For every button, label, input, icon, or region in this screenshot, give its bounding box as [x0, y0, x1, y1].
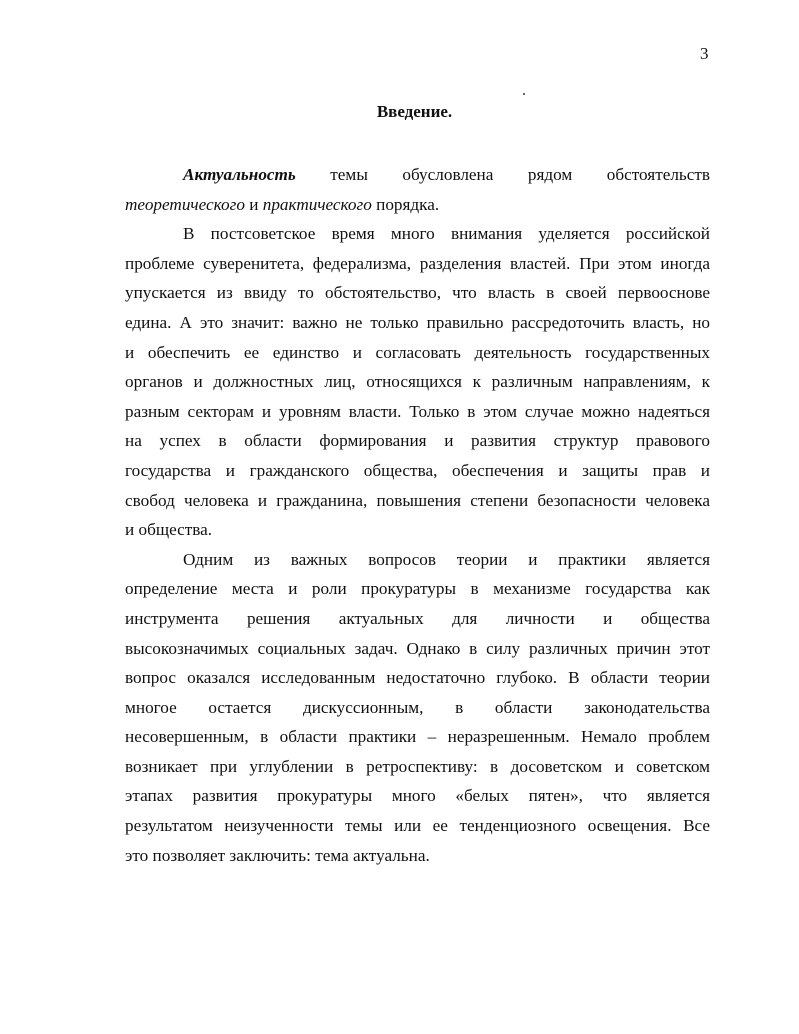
paragraph-3-line: это позволяет заключить: тема актуальна.: [125, 845, 430, 865]
page-number: 3: [700, 44, 709, 63]
paragraph-1-line: [125, 160, 710, 190]
paragraph-3-line: несовершенным, в области практики – неразрешенным. Немало проблем: [125, 727, 710, 747]
emphasis-text: теоретического: [125, 194, 245, 214]
paragraph-2-line: на успех в области формирования и развития структур правового: [125, 431, 710, 451]
paragraph-2-line: В постсоветское время много внимания уделяется российской: [183, 224, 710, 244]
document-body: [125, 160, 710, 870]
text: темы обусловлена рядом обстоятельств: [330, 165, 711, 184]
paragraph-3-line: инструмента решения актуальных для личности и общества: [125, 608, 710, 628]
paragraph-3-line: высокозначимых социальных задач. Однако в силу различных причин этот: [125, 638, 710, 658]
paragraph-3-line: вопрос оказался исследованным недостаточно глубоко. В области теории: [125, 668, 710, 688]
paragraph-2-line: проблеме суверенитета, федерализма, разделения властей. При этом иногда: [125, 253, 710, 273]
paragraph-3-line: этапах развития прокуратуры много «белых пятен», что является: [125, 786, 710, 806]
paragraph-2-line: государства и гражданского общества, обеспечения и защиты прав и: [125, 460, 710, 480]
text: порядка.: [371, 194, 440, 214]
emphasis-text: практического: [262, 194, 372, 214]
paragraph-2-line: разным секторам и уровням власти. Только в этом случае можно надеяться: [125, 401, 710, 421]
paragraph-3-line: многое остается дискуссионным, в области законодательства: [125, 697, 710, 717]
paragraph-2-line: едина. А это значит: важно не только правильно рассредоточить власть, но: [125, 312, 710, 332]
paragraph-3-line: Одним из важных вопросов теории и практики является: [183, 549, 710, 569]
paragraph-2-line: и общества.: [125, 520, 213, 540]
paragraph-2-line: органов и должностных лиц, относящихся к различным направлениям, к: [125, 372, 710, 392]
text: и: [244, 194, 263, 214]
paragraph-3-line: определение места и роли прокуратуры в механизме государства как: [125, 579, 710, 599]
paragraph-2-line: упускается из ввиду то обстоятельство, что власть в своей первооснове: [125, 283, 710, 303]
emphasis-text: Актуальность: [183, 165, 296, 184]
paragraph-2-line: и обеспечить ее единство и согласовать деятельность государственных: [125, 342, 710, 362]
paragraph-3-line: результатом неизученности темы или ее тенденциозного освещения. Все: [125, 816, 710, 836]
paragraph-2-line: свобод человека и гражданина, повышения степени безопасности человека: [125, 490, 710, 510]
paragraph-1-line: [125, 190, 710, 220]
paragraph-3-line: возникает при углублении в ретроспективу: в досоветском и советском: [125, 756, 710, 776]
section-title: Введение.: [376, 102, 453, 121]
scan-speck: [523, 93, 525, 95]
